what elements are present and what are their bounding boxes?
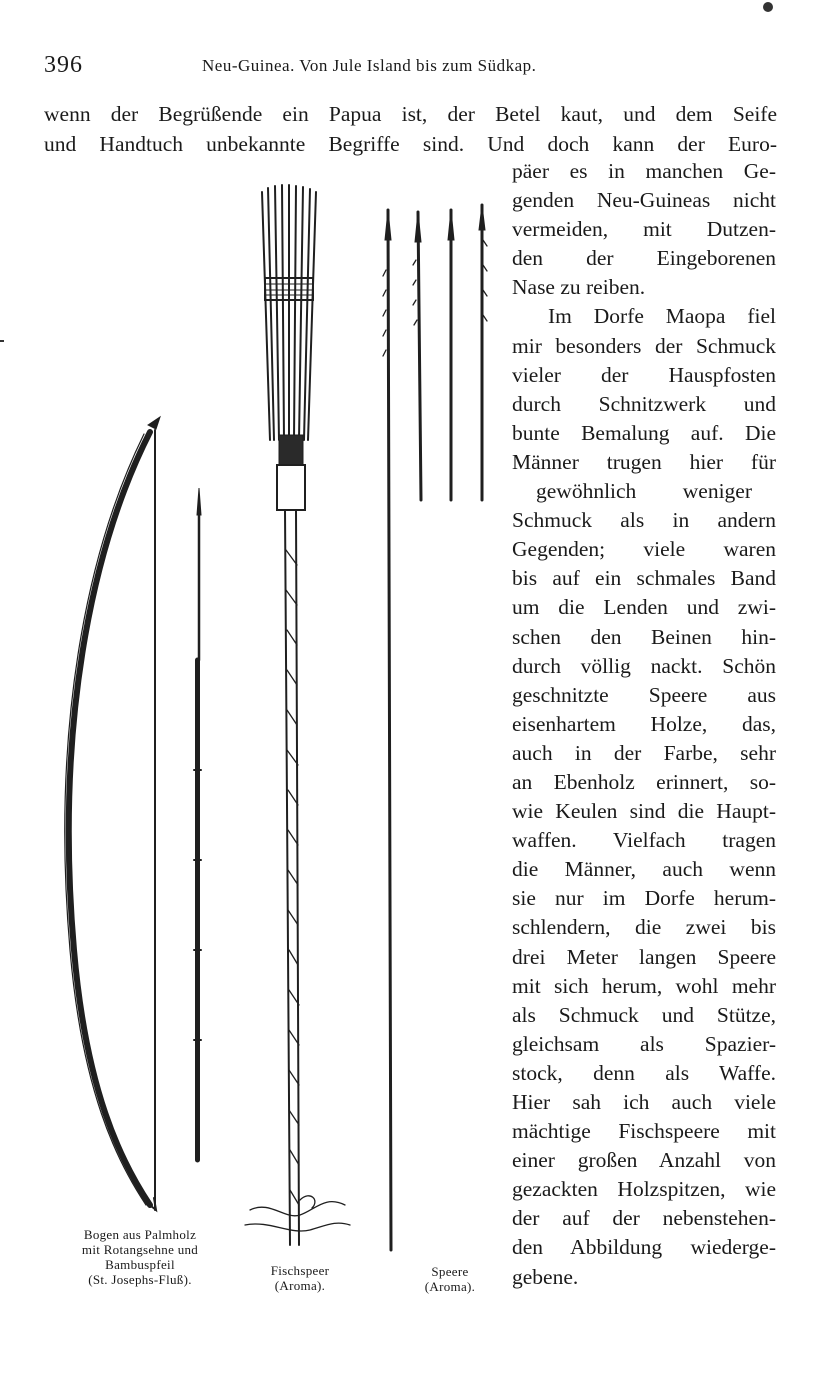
weapons-illustration (0, 170, 510, 1270)
text-line: an Ebenholz erinnert, so- (512, 769, 776, 794)
text-line: auch in der Farbe, sehr (512, 740, 776, 765)
text-line: genden Neu-Guineas nicht (512, 188, 776, 213)
text-line: stock, denn als Waffe. (512, 1060, 776, 1085)
text-line: die Männer, auch wenn (512, 857, 776, 882)
text-line: den Abbildung wiederge- (512, 1235, 776, 1260)
caption-spears (400, 1264, 500, 1294)
text-line: Gegenden; viele waren (512, 537, 776, 562)
text-line: vieler der Hauspfosten (512, 362, 776, 387)
caption-line: Speere (431, 1264, 469, 1279)
text-line: schen den Beinen hin- (512, 624, 776, 649)
text-line: wie Keulen sind die Haupt- (512, 799, 776, 824)
text-line: durch Schnitzwerk und (512, 391, 776, 416)
text-line: Im Dorfe Maopa fiel (548, 304, 776, 329)
text-line: päer es in manchen Ge- (512, 159, 776, 183)
text-line: Nase zu reiben. (512, 275, 646, 300)
text-line: bis auf ein schmales Band (512, 566, 776, 591)
text-line: gleichsam als Spazier- (512, 1031, 776, 1056)
text-line: mächtige Fischspeere mit (512, 1119, 776, 1144)
text-line: und Handtuch unbekannte Begriffe sind. Und doch kann der Euro- (44, 131, 777, 156)
text-line: vermeiden, mit Dutzen- (512, 217, 776, 242)
text-line: eisenhartem Holze, das, (512, 711, 776, 736)
text-line: Männer trugen hier für (512, 449, 776, 474)
intro-paragraph (44, 100, 777, 159)
text-line: durch völlig nackt. Schön (512, 653, 776, 678)
running-head: Neu-Guinea. Von Jule Island bis zum Südkap. (202, 56, 537, 75)
text-line: den der Eingeborenen (512, 246, 776, 271)
text-line: gebene. (512, 1264, 579, 1289)
text-line: Hier sah ich auch viele (512, 1090, 776, 1114)
text-line: sie nur im Dorfe herum- (512, 886, 776, 911)
spears-drawing (383, 205, 487, 1250)
text-line: mit sich herum, wohl mehr (512, 973, 776, 998)
caption-line: (St. Josephs-Fluß). (88, 1272, 192, 1287)
weapons-drawing (0, 170, 510, 1270)
text-line: einer großen Anzahl von (512, 1148, 776, 1173)
caption-line: Bogen aus Palmholz (83, 1227, 197, 1242)
text-line: als Schmuck und Stütze, (512, 1002, 776, 1027)
body-column (512, 157, 776, 1292)
ink-speck (763, 2, 773, 12)
text-line: wenn der Begrüßende ein Papua ist, der Betel kaut, und dem Seife (44, 102, 777, 126)
caption-line: Fischspeer (270, 1263, 330, 1278)
caption-line: Bambuspfeil (105, 1257, 175, 1272)
fish-spear-drawing (245, 185, 350, 1245)
text-line: um die Lenden und zwi- (512, 595, 776, 620)
caption-bow (40, 1227, 240, 1287)
caption-line: (Aroma). (274, 1278, 326, 1293)
text-line: schlendern, die zwei bis (512, 915, 776, 940)
text-line: gewöhnlich weniger (536, 479, 752, 504)
text-line: waffen. Vielfach tragen (512, 828, 776, 853)
text-line: geschnitzte Speere aus (512, 682, 776, 707)
text-line: bunte Bemalung auf. Die (512, 420, 776, 445)
text-line: Schmuck als in andern (512, 508, 776, 533)
arrow-drawing (194, 488, 201, 1160)
text-line: drei Meter langen Speere (512, 944, 776, 969)
caption-line: (Aroma). (424, 1279, 476, 1294)
caption-line: mit Rotangsehne und (81, 1242, 199, 1257)
caption-fish-spear (240, 1263, 360, 1293)
page-number: 396 (44, 52, 83, 78)
page-header (44, 52, 784, 82)
text-line: gezackten Holzspitzen, wie (512, 1177, 776, 1202)
text-line: mir besonders der Schmuck (512, 333, 776, 358)
text-line: der auf der nebenstehen- (512, 1206, 776, 1231)
bow-drawing (65, 417, 160, 1210)
